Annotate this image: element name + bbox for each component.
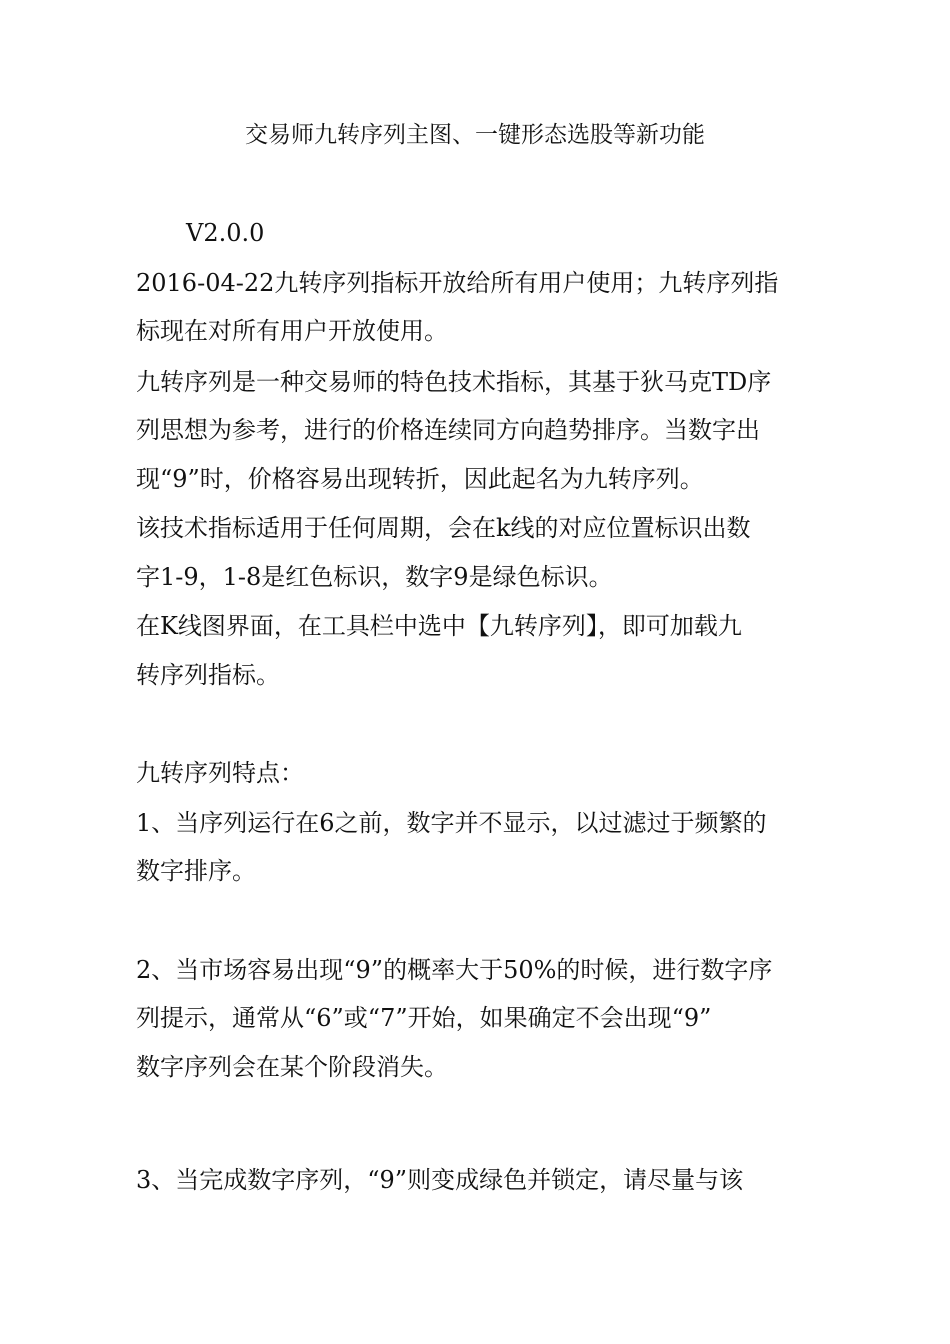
paragraph-line: 数字序列会在某个阶段消失。 (136, 1053, 448, 1081)
paragraph-line: 标现在对所有用户开放使用。 (136, 317, 448, 345)
paragraph-line: 转序列指标。 (136, 661, 280, 689)
section-heading: 九转序列特点： (136, 759, 304, 787)
paragraph-line: 列思想为参考，进行的价格连续同方向趋势排序。当数字出 (136, 416, 760, 444)
paragraph-line: 该技术指标适用于任何周期，会在k线的对应位置标识出数 (136, 514, 751, 542)
paragraph-line: 九转序列是一种交易师的特色技术指标，其基于狄马克TD序 (136, 368, 772, 396)
paragraph-line: 数字排序。 (136, 857, 256, 885)
paragraph-line: 3、当完成数字序列，“9”则变成绿色并锁定，请尽量与该 (136, 1166, 744, 1194)
paragraph-line: 字1-9，1-8是红色标识，数字9是绿色标识。 (136, 563, 613, 591)
paragraph-line: 1、当序列运行在6之前，数字并不显示，以过滤过于频繁的 (136, 809, 767, 837)
paragraph-line: 列提示，通常从“6”或“7”开始，如果确定不会出现“9” (136, 1004, 712, 1032)
paragraph-line: 2、当市场容易出现“9”的概率大于50%的时候，进行数字序 (136, 956, 773, 984)
paragraph-line: 2016-04-22九转序列指标开放给所有用户使用；九转序列指 (136, 269, 779, 297)
document-title: 交易师九转序列主图、一键形态选股等新功能 (245, 122, 705, 148)
version-label: V2.0.0 (186, 219, 265, 247)
paragraph-line: 现“9”时，价格容易出现转折，因此起名为九转序列。 (136, 465, 704, 493)
paragraph-line: 在K线图界面，在工具栏中选中【九转序列】，即可加载九 (136, 612, 742, 640)
